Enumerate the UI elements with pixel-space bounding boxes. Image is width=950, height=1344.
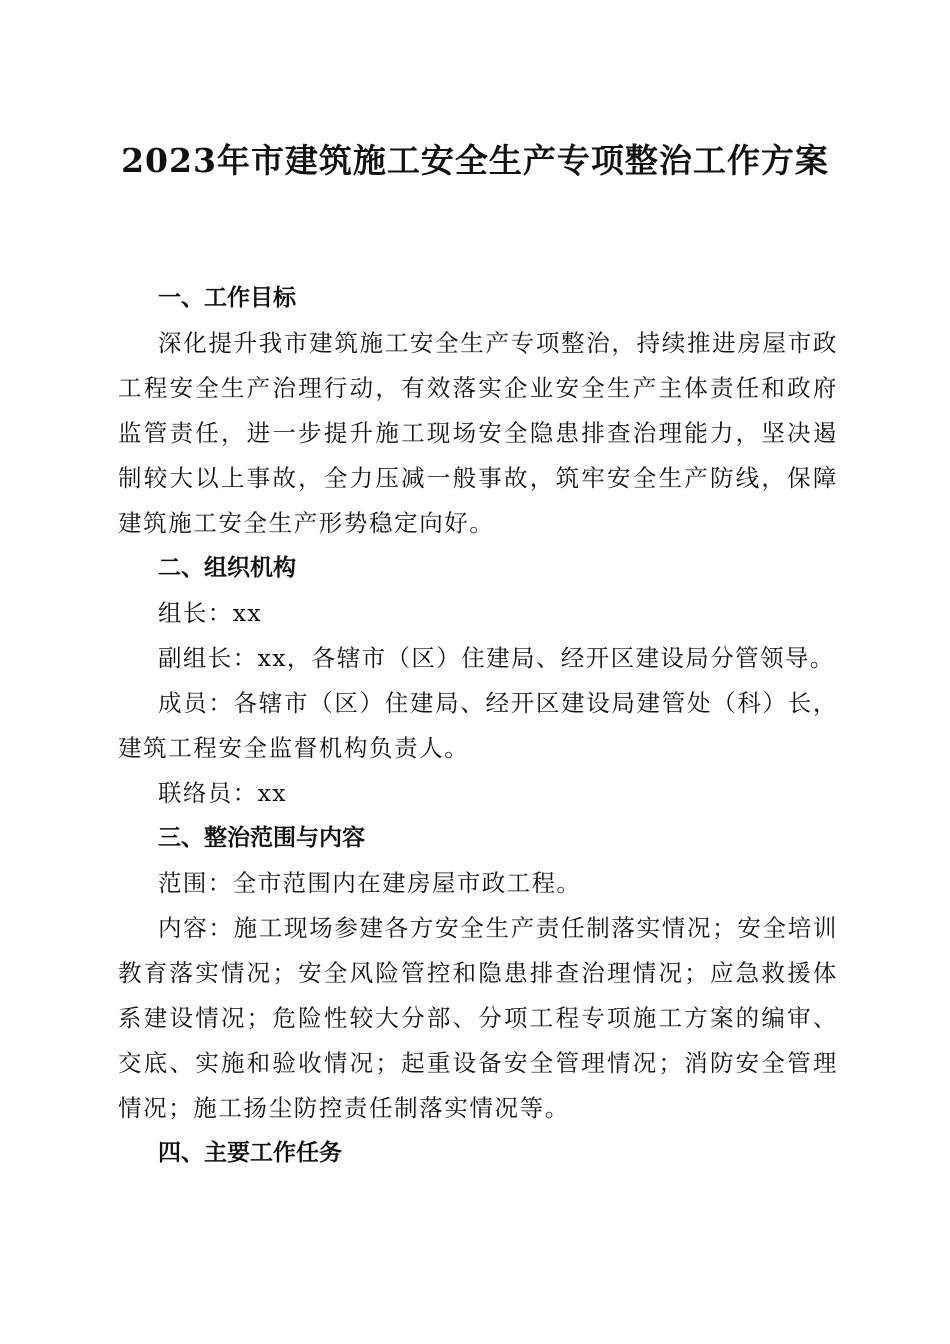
deputy-leader-line: 副组长：xx，各辖市（区）住建局、经开区建设局分管领导。 — [158, 644, 835, 672]
section-heading-goal: 一、工作目标 — [158, 285, 296, 311]
scope-range-line: 范围：全市范围内在建房屋市政工程。 — [158, 869, 582, 897]
liaison-line: 联络员：xx — [158, 779, 287, 807]
goal-paragraph: 深化提升我市建筑施工安全生产专项整治，持续推进房屋市政工程安全生产治理行动，有效落实企业安全生产主体责任和政府监管责任，进一步提升施工现场安全隐患排查治理能力，坚决遏制较大以上事故，全力压减一般事故，筑牢安全生产防线，保障建筑施工安全生产形势稳定向好。 — [118, 329, 838, 537]
document-body — [118, 276, 838, 1176]
section-heading-organization: 二、组织机构 — [158, 555, 296, 581]
scope-content-paragraph: 内容：施工现场参建各方安全生产责任制落实情况；安全培训教育落实情况；安全风险管控和隐患排查治理情况；应急救援体系建设情况；危险性较大分部、分项工程专项施工方案的编审、交底、实施和验收情况；起重设备安全管理情况；消防安全管理情况；施工扬尘防控责任制落实情况等。 — [118, 914, 838, 1122]
leader-line: 组长：xx — [158, 599, 263, 627]
members-paragraph: 成员：各辖市（区）住建局、经开区建设局建管处（科）长，建筑工程安全监督机构负责人。 — [118, 689, 838, 762]
section-heading-scope: 三、整治范围与内容 — [158, 825, 365, 851]
section-heading-tasks: 四、主要工作任务 — [158, 1140, 342, 1166]
document-title: 2023年市建筑施工安全生产专项整治工作方案 — [121, 141, 829, 180]
